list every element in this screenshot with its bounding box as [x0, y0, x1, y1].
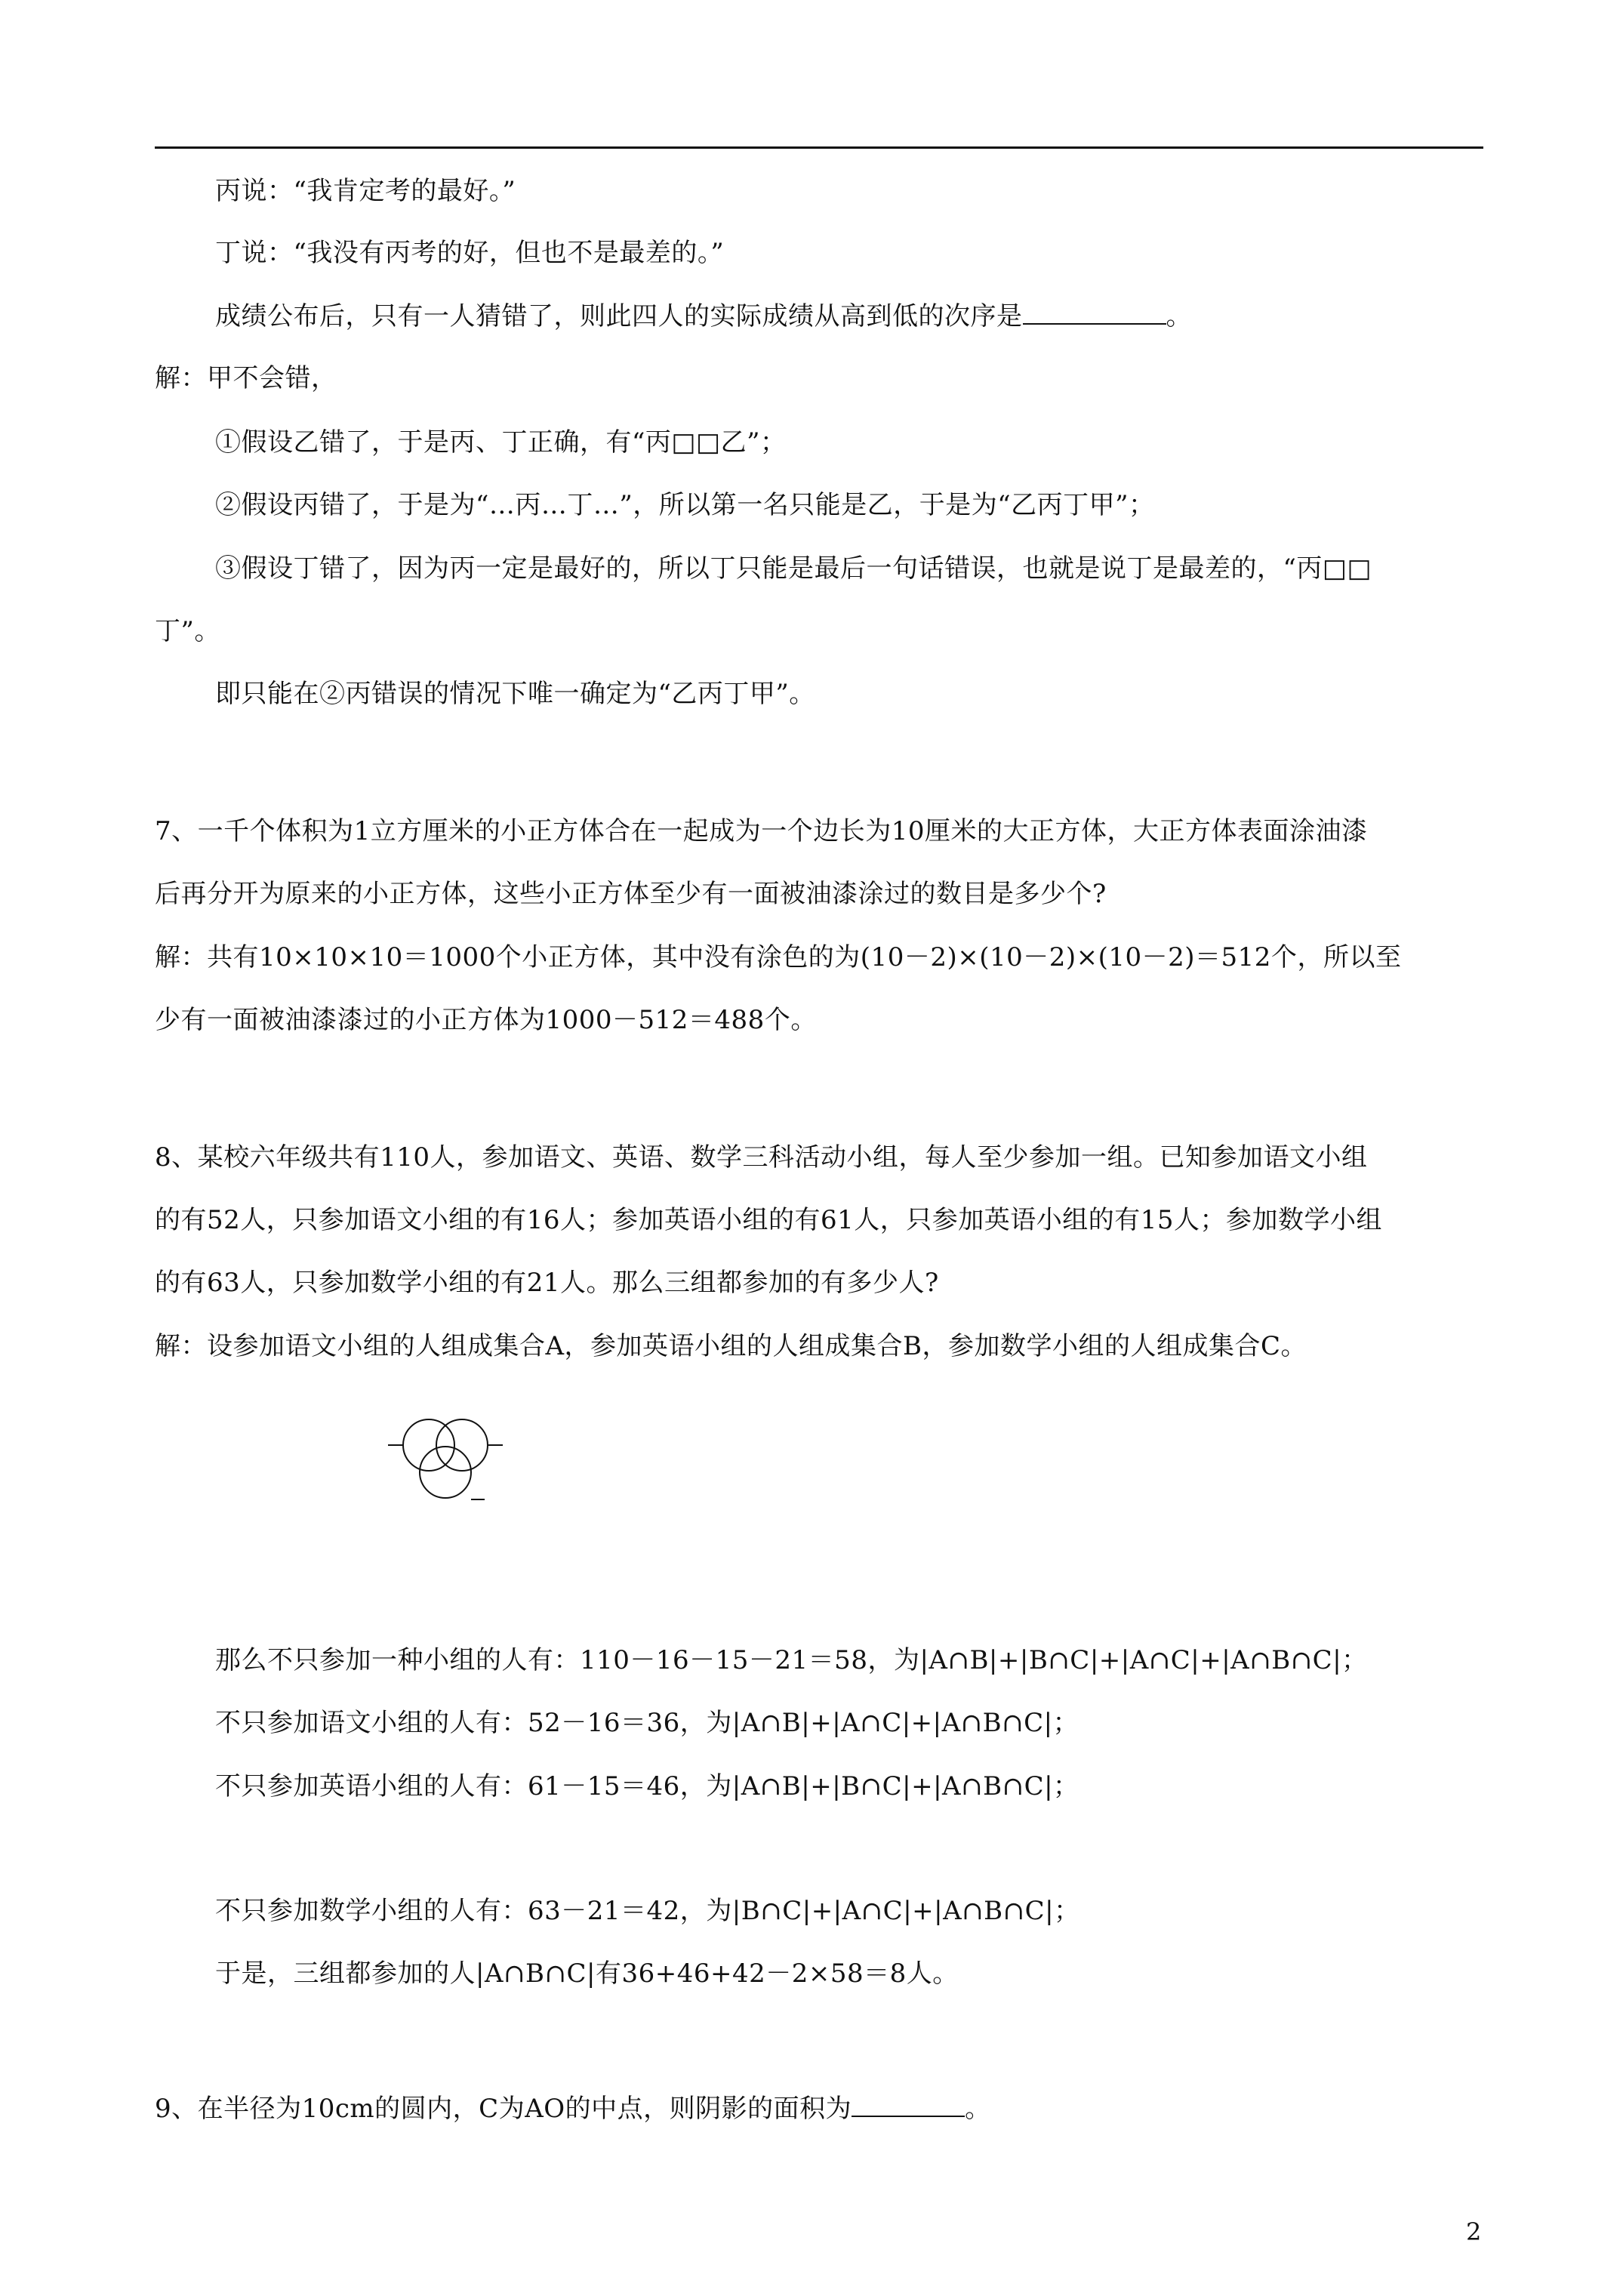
- problem-7-line-2: 后再分开为原来的小正方体，这些小正方体至少有一面被油漆涂过的数目是多少个?: [155, 879, 1107, 909]
- case-conclusion: 即只能在②丙错误的情况下唯一确定为“乙丙丁甲”。: [215, 679, 815, 709]
- venn-circle-b: [436, 1419, 488, 1471]
- header-rule: [155, 146, 1483, 149]
- case-two: ②假设丙错了，于是为“…丙…丁…”，所以第一名只能是乙，于是为“乙丙丁甲”；: [215, 490, 1155, 520]
- solution-8-sets: 解：设参加语文小组的人组成集合A，参加英语小组的人组成集合B，参加数学小组的人组成集合C。: [155, 1331, 1307, 1361]
- result-end: 。: [1166, 301, 1192, 331]
- problem-9-question: 9、在半径为10cm的圆内，C为AO的中点，则阴影的面积为: [155, 2094, 852, 2124]
- text-line-result: [215, 300, 1192, 332]
- solution-8-step-1: 那么不只参加一种小组的人有：110－16－15－21＝58，为|A∩B|+|B∩C|+|A∩C|+|A∩B∩C|；: [215, 1645, 1368, 1675]
- solution-8-result: 于是，三组都参加的人|A∩B∩C|有36+46+42－2×58＝8人。: [215, 1959, 959, 1989]
- text-line-ding: 丁说：“我没有丙考的好，但也不是最差的。”: [215, 238, 725, 268]
- venn-circle-c: [420, 1447, 471, 1498]
- problem-9-end: 。: [965, 2094, 991, 2124]
- venn-circle-a: [403, 1419, 454, 1471]
- answer-blank: [1023, 300, 1166, 325]
- solution-intro: 解：甲不会错，: [155, 363, 337, 393]
- page-number: 2: [1466, 2217, 1482, 2246]
- solution-8-step-4: 不只参加数学小组的人有：63－21＝42，为|B∩C|+|A∩C|+|A∩B∩C|；: [215, 1896, 1080, 1926]
- solution-7-line-2: 少有一面被油漆漆过的小正方体为1000－512＝488个。: [155, 1005, 817, 1035]
- case-one: ①假设乙错了，于是丙、丁正确，有“丙□□乙”；: [215, 427, 787, 458]
- case-three-end: 丁”。: [155, 616, 220, 646]
- case-three: ③假设丁错了，因为丙一定是最好的，所以丁只能是最后一句话错误，也就是说丁是最差的，“丙□□: [215, 553, 1372, 584]
- solution-7-line-1: 解：共有10×10×10＝1000个小正方体，其中没有涂色的为(10－2)×(10－2)×(10－2)＝512个，所以至: [155, 942, 1402, 972]
- venn-diagram: [385, 1403, 506, 1524]
- solution-8-step-2: 不只参加语文小组的人有：52－16＝36，为|A∩B|+|A∩C|+|A∩B∩C|；: [215, 1708, 1079, 1738]
- problem-7-line-1: 7、一千个体积为1立方厘米的小正方体合在一起成为一个边长为10厘米的大正方体，大正方体表面涂油漆: [155, 816, 1368, 846]
- problem-8-line-3: 的有63人，只参加数学小组的有21人。那么三组都参加的有多少人?: [155, 1268, 939, 1298]
- solution-8-step-3: 不只参加英语小组的人有：61－15＝46，为|A∩B|+|B∩C|+|A∩B∩C|；: [215, 1771, 1079, 1801]
- problem-8-line-2: 的有52人，只参加语文小组的有16人；参加英语小组的有61人，只参加英语小组的有15人；参加数学小组: [155, 1205, 1383, 1235]
- problem-8-line-1: 8、某校六年级共有110人，参加语文、英语、数学三科活动小组，每人至少参加一组。已知参加语文小组: [155, 1142, 1368, 1173]
- problem-9: [155, 2093, 991, 2125]
- result-question: 成绩公布后，只有一人猜错了，则此四人的实际成绩从高到低的次序是: [215, 301, 1023, 331]
- text-line-bing: 丙说：“我肯定考的最好。”: [215, 176, 516, 206]
- problem-9-blank: [852, 2093, 965, 2117]
